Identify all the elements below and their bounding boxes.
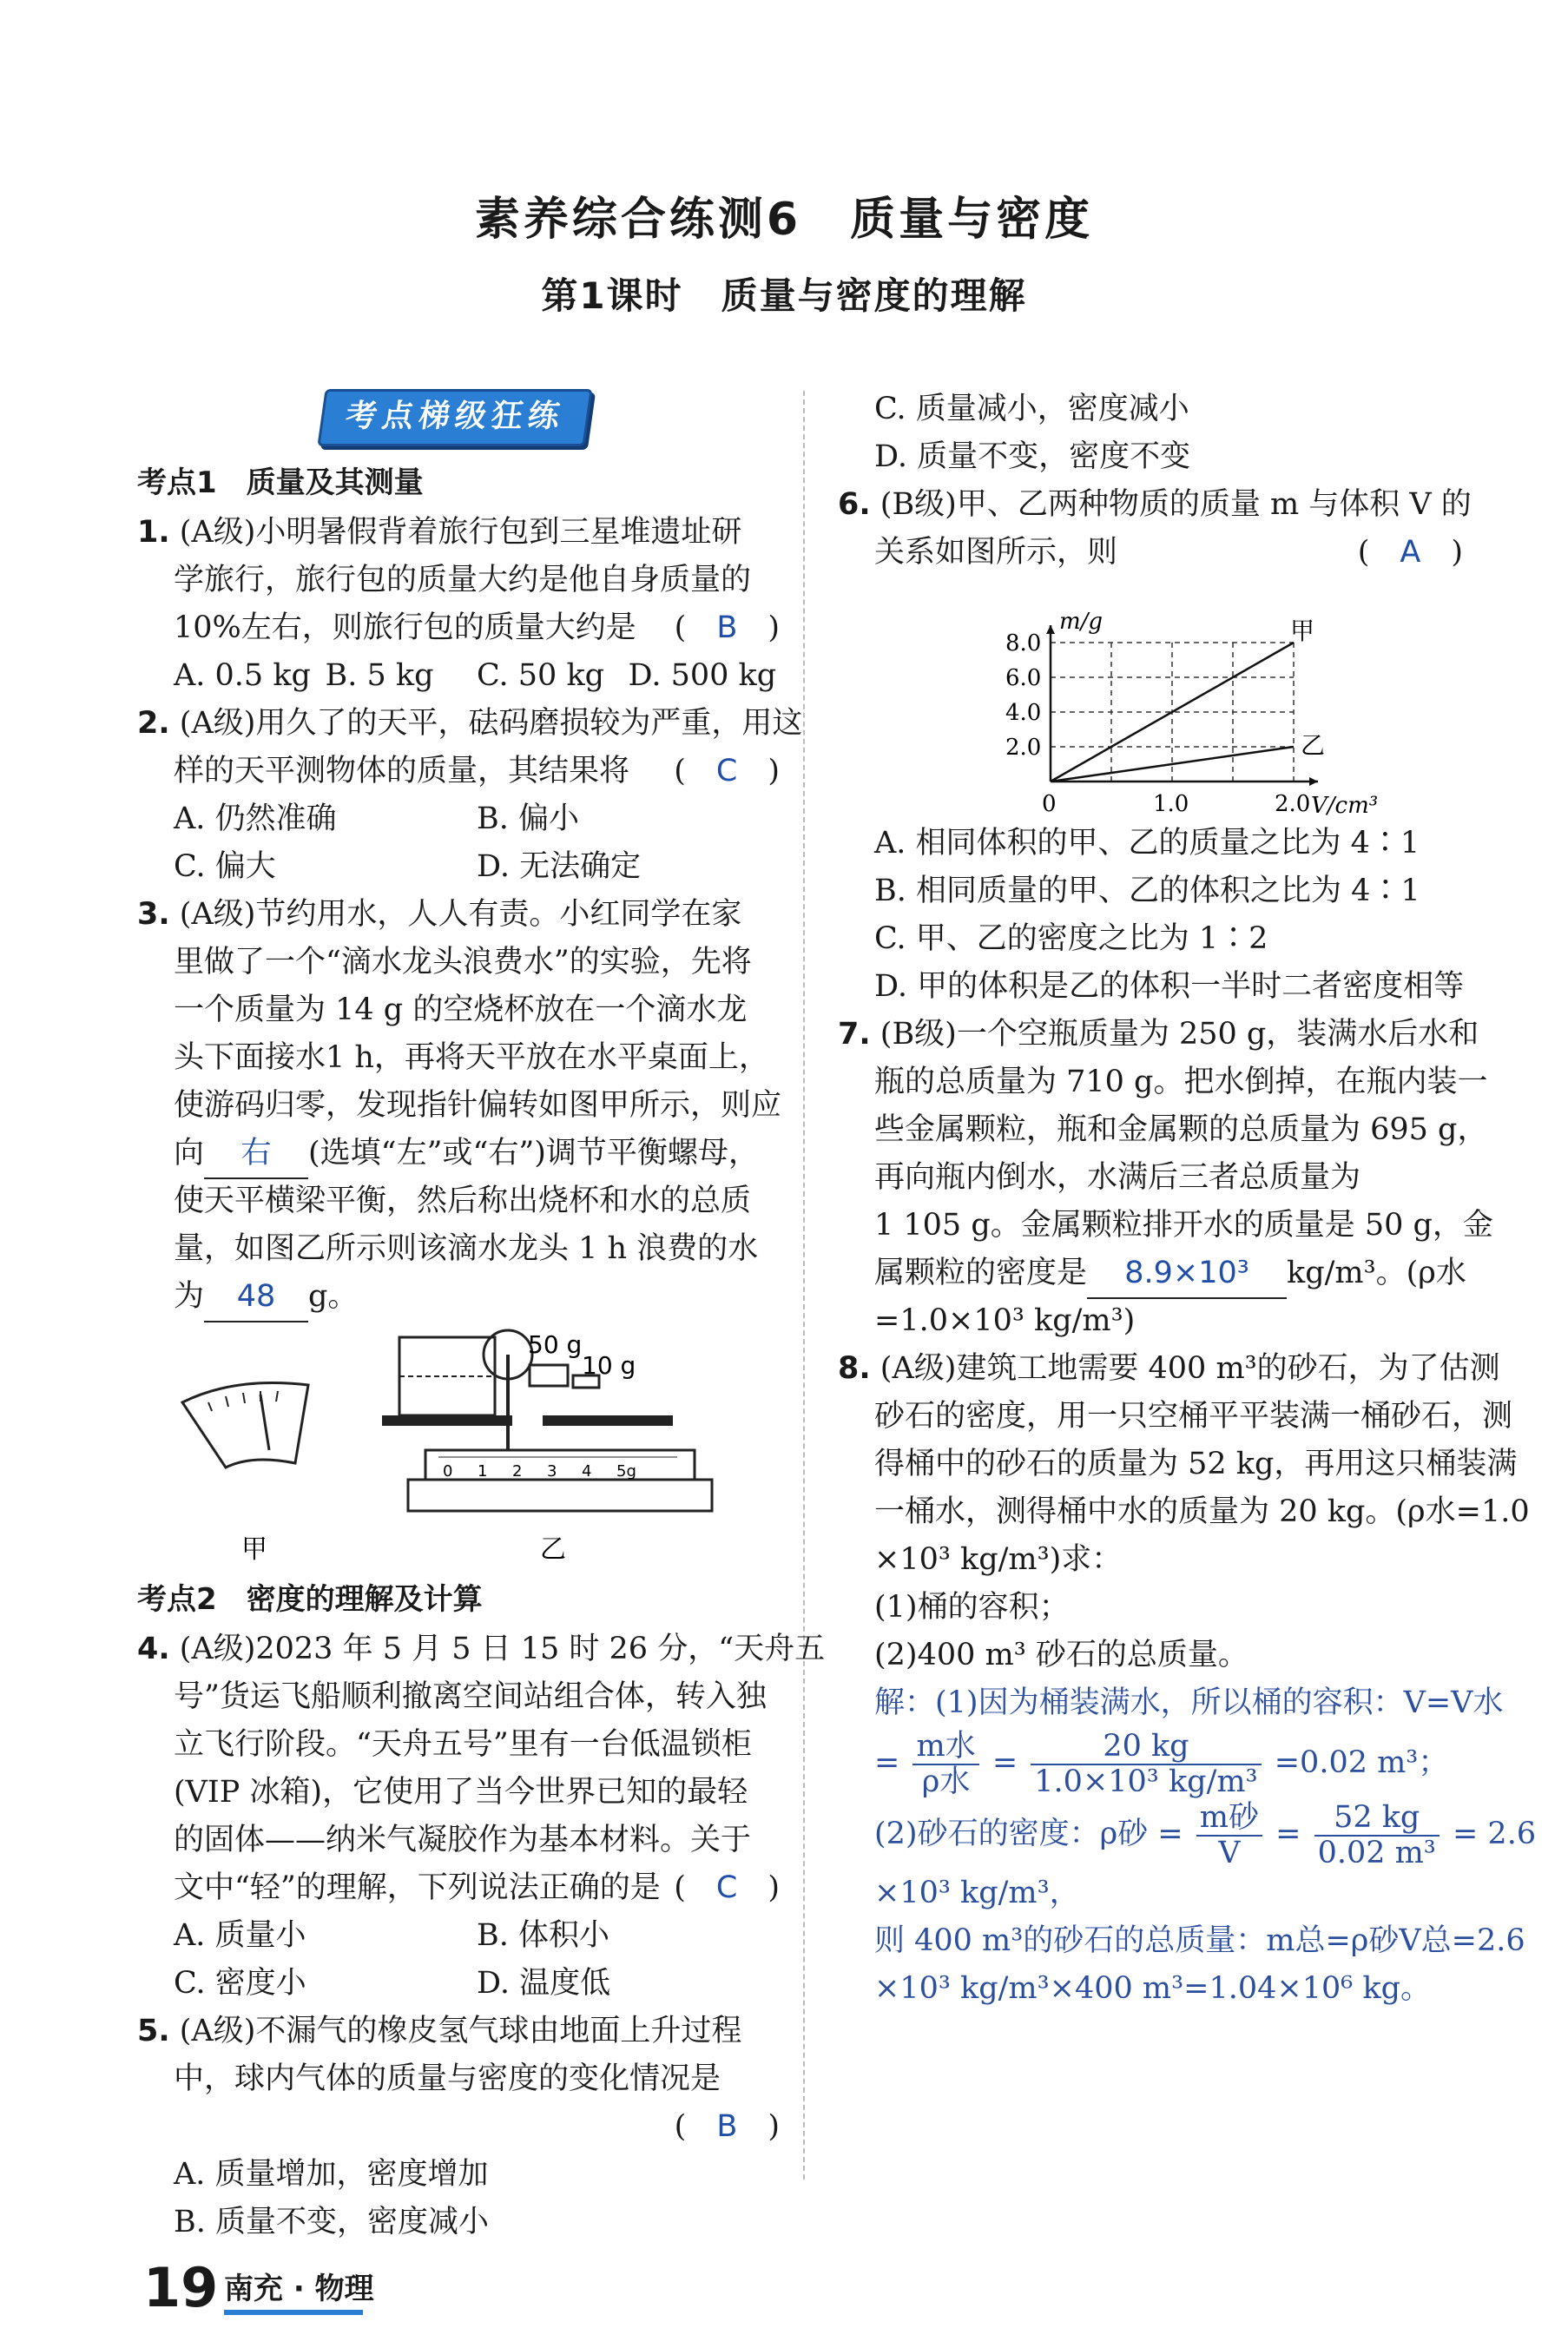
q4-line: 文中“轻”的理解，下列说法正确的是 ( C ) (137, 1864, 780, 1912)
fraction: $\frac{52 kg}{\text{0.02 m³}}$ (1314, 1801, 1440, 1870)
q6-line: 关系如图所示，则 ( A ) (838, 529, 1463, 577)
q4-options: A. 质量小 B. 体积小 (174, 1918, 609, 1953)
q3-line: 向 右 (选填“左”或“右”)调节平衡螺母， (137, 1130, 780, 1177)
q2-answer: ( C ) (674, 754, 780, 788)
q1-options: A. 0.5 kg B. 5 kg C. 50 kg D. 500 kg (174, 658, 777, 693)
q3-blank-2: 48 (204, 1273, 308, 1322)
solution-line: (2)砂石的密度：ρ砂 = $\frac{\text{m砂}}{V}$ = $\frac{52 kg}{\text{0.02 m³}}$ = 2.6 (874, 1800, 1537, 1870)
q7-line: 属颗粒的密度是 8.9×10³ kg/m³。(ρ水 (838, 1250, 1463, 1297)
scale-tick: 5g (616, 1462, 636, 1481)
scale-tick: 1 (478, 1462, 488, 1481)
series-label: 甲 (1290, 617, 1315, 645)
q1-line: 1. (A级)小明暑假背着旅行包到三星堆遗址研 (137, 515, 742, 550)
right-column-2: A. 相同体积的甲、乙的质量之比为 4∶1 B. 相同质量的甲、乙的体积之比为 4∶1 C. 甲、乙的密度之比为 1∶2 D. 甲的体积是乙的体积一半时二者密度相等 7. (B级)一个空瓶质量为 250 g，装满水后水和 瓶的总质量为 710 g。把水倒掉，在瓶内装一 些金属颗粒，瓶和金属颗的总质量为 695 g， 再向瓶内倒水，水满后三者总质量为 1 105 g。金属颗粒排开水的质量是 50 g，金 属颗粒的密度是 8.9×10³ kg/m³。(ρ水 =1.0×10³ kg/m³) 8. (A级)建筑工地需要 400 m³的砂石，为了估测 砂石的密度，用一只空桶平平装满一桶砂石，测 得桶中的砂石的质量为 52 kg，再用这只桶装满 一桶水，测得桶中水的质量为 20 kg。(ρ水=1.0 ×10³ kg/m³)求： (1)桶的容积； (2)400 m³ 砂石的总质量。 解：(1)因为桶装满水，所以桶的容积：V=V水 = $\frac{\text{m水}}{\text{ρ水}}$ = $\frac{20 kg}{\text{1.0×10³ kg/m³}}$ =0.02 m³； (2)砂石的密度：ρ砂 = $\frac{\text{m砂}}{V}$ = $\frac{52 kg}{\text{0.02 m³}}$ = 2.6 ×10³ kg/m³， 则 400 m³的砂石的总质量：m总=ρ砂V总=2.6 ×10³ kg/m³×400 m³=1.04×10⁶ kg。 (838, 826, 1537, 2006)
section-heading-1: 考点1 质量及其测量 (137, 465, 424, 500)
scale-tick: 2 (512, 1462, 523, 1481)
scale-tick: 4 (582, 1462, 592, 1481)
q2-options: A. 仍然准确 B. 偏小 (174, 801, 579, 836)
footer-text: 南充 · 物理 (224, 2272, 374, 2306)
q2-line: 样的天平测物体的质量，其结果将 ( C ) (137, 748, 780, 795)
weight-10g: 10 g (582, 1351, 636, 1380)
y-tick-label: 4.0 (1005, 700, 1042, 726)
label-yi: 乙 (540, 1534, 566, 1565)
scale-tick: 0 (443, 1462, 453, 1481)
section-heading-2: 考点2 密度的理解及计算 (137, 1582, 483, 1617)
q5-answer-line (137, 2103, 780, 2151)
m-v-chart (998, 573, 1379, 825)
y-tick-label: 2.0 (1005, 735, 1042, 761)
weight-50g: 50 g (528, 1330, 583, 1359)
y-tick-label: 6.0 (1005, 665, 1042, 691)
q8-line: 8. (A级)建筑工地需要 400 m³的砂石，为了估测 (838, 1351, 1500, 1386)
series-label: 乙 (1301, 731, 1326, 760)
q3-blank-1: 右 (204, 1130, 308, 1179)
pointer-dial (182, 1383, 308, 1468)
q4-line: 4. (A级)2023 年 5 月 5 日 15 时 26 分，“天舟五 (137, 1632, 826, 1666)
q3-line: 3. (A级)节约用水，人人有责。小红同学在家 (137, 897, 742, 932)
origin-label: 0 (1042, 791, 1057, 817)
page-number: 19 (143, 2256, 219, 2319)
fraction: $\frac{\text{m水}}{\text{ρ水}}$ (912, 1730, 978, 1798)
x-axis-arrow (1309, 777, 1318, 786)
q1-line: 学旅行，旅行包的质量大约是他自身质量的 (174, 563, 752, 597)
q6-answer: ( A ) (1357, 535, 1463, 570)
q7-line: 7. (B级)一个空瓶质量为 250 g，装满水后水和 (838, 1017, 1479, 1052)
section-badge: 考点梯级狂练 (317, 389, 592, 446)
scale-tick: 3 (547, 1462, 557, 1481)
q2-line: 2. (A级)用久了的天平，砝码磨损较为严重，用这 (137, 706, 803, 741)
q5-answer: ( B ) (674, 2109, 780, 2144)
fraction: $\frac{20 kg}{\text{1.0×10³ kg/m³}}$ (1031, 1730, 1261, 1798)
q4-options: C. 密度小 D. 温度低 (174, 1966, 611, 2001)
y-axis-arrow (1046, 625, 1055, 634)
left-column: 考点1 质量及其测量 1. (A级)小明暑假背着旅行包到三星堆遗址研 学旅行，旅行包的质量大约是他自身质量的 10%左右，则旅行包的质量大约是 ( B ) A. 0.5 kg B. 5 kg C. 50 kg D. 500 kg 2. (A级)用久了的天平，砝码磨损较为严重，用这 样的天平测物体的质量，其结果将 ( C ) A. 仍然准确 B. 偏小 C. 偏大 D. 无法确定 3. (A级)节约用水，人人有责。小红同学在家 里做了一个“滴水龙头浪费水”的实验，先将 一个质量为 14 g 的空烧杯放在一个滴水龙 头下面接水1 h，再将天平放在水平桌面上， 使游码归零，发现指针偏转如图甲所示，则应 向 右 (选填“左”或“右”)调节平衡螺母， 使天平横梁平衡，然后称出烧杯和水的总质 量，如图乙所示则该滴水龙头 1 h 浪费的水 为 48 g。 (137, 457, 780, 1321)
balance-figure (174, 1320, 764, 1572)
right-column: C. 质量减小，密度减小 D. 质量不变，密度不变 6. (B级)甲、乙两种物质的质量 m 与体积 V 的 关系如图所示，则 ( A ) (838, 386, 1463, 577)
column-divider (803, 391, 805, 2180)
q3-line: 为 48 g。 (137, 1273, 780, 1321)
q1-number: 1. (137, 515, 170, 550)
solution-line: 解：(1)因为桶装满水，所以桶的容积：V=V水 (874, 1685, 1504, 1720)
solution-line: = $\frac{\text{m水}}{\text{ρ水}}$ = $\frac{20 kg}{\text{1.0×10³ kg/m³}}$ =0.02 m³； (874, 1729, 1449, 1799)
q6-line: 6. (B级)甲、乙两种物质的质量 m 与体积 V 的 (838, 487, 1472, 522)
q4-answer: ( C ) (674, 1870, 780, 1905)
page-subtitle: 第1课时 质量与密度的理解 (541, 274, 1027, 317)
x-tick-label: 1.0 (1153, 791, 1189, 817)
x-axis-label: V/cm³ (1311, 793, 1379, 819)
q5-line: 5. (A级)不漏气的橡皮氢气球由地面上升过程 (137, 2014, 742, 2048)
footer-bar (224, 2310, 363, 2315)
x-tick-label: 2.0 (1275, 791, 1311, 817)
page-title: 素养综合练测6 质量与密度 (474, 194, 1094, 246)
q7-blank: 8.9×10³ (1087, 1250, 1287, 1299)
q1-answer: ( B ) (674, 610, 780, 645)
label-jia: 甲 (241, 1534, 267, 1565)
q1-line: 10%左右，则旅行包的质量大约是 ( B ) (137, 604, 780, 652)
y-tick-label: 8.0 (1005, 630, 1042, 656)
fraction: $\frac{\text{m砂}}{V}$ (1196, 1801, 1262, 1870)
q2-options: C. 偏大 D. 无法确定 (174, 849, 642, 884)
y-axis-label: m/g (1059, 609, 1104, 635)
left-column-2: 考点2 密度的理解及计算 4. (A级)2023 年 5 月 5 日 15 时 26 分，“天舟五 号”货运飞船顺利撤离空间站组合体，转入独 立飞行阶段。“天舟五号”里有一台低温锁柜 (VIP 冰箱)，它使用了当今世界已知的最轻 的固体——纳米气凝胶作为基本材料。关于 文中“轻”的理解，下列说法正确的是 ( C ) A. 质量小 B. 体积小 C. 密度小 D. 温度低 5. (A级)不漏气的橡皮氢气球由地面上升过程 中，球内气体的质量与密度的变化情况是 ( B ) A. 质量增加，密度增加 B. 质量不变，密度减小 (137, 1573, 780, 2246)
